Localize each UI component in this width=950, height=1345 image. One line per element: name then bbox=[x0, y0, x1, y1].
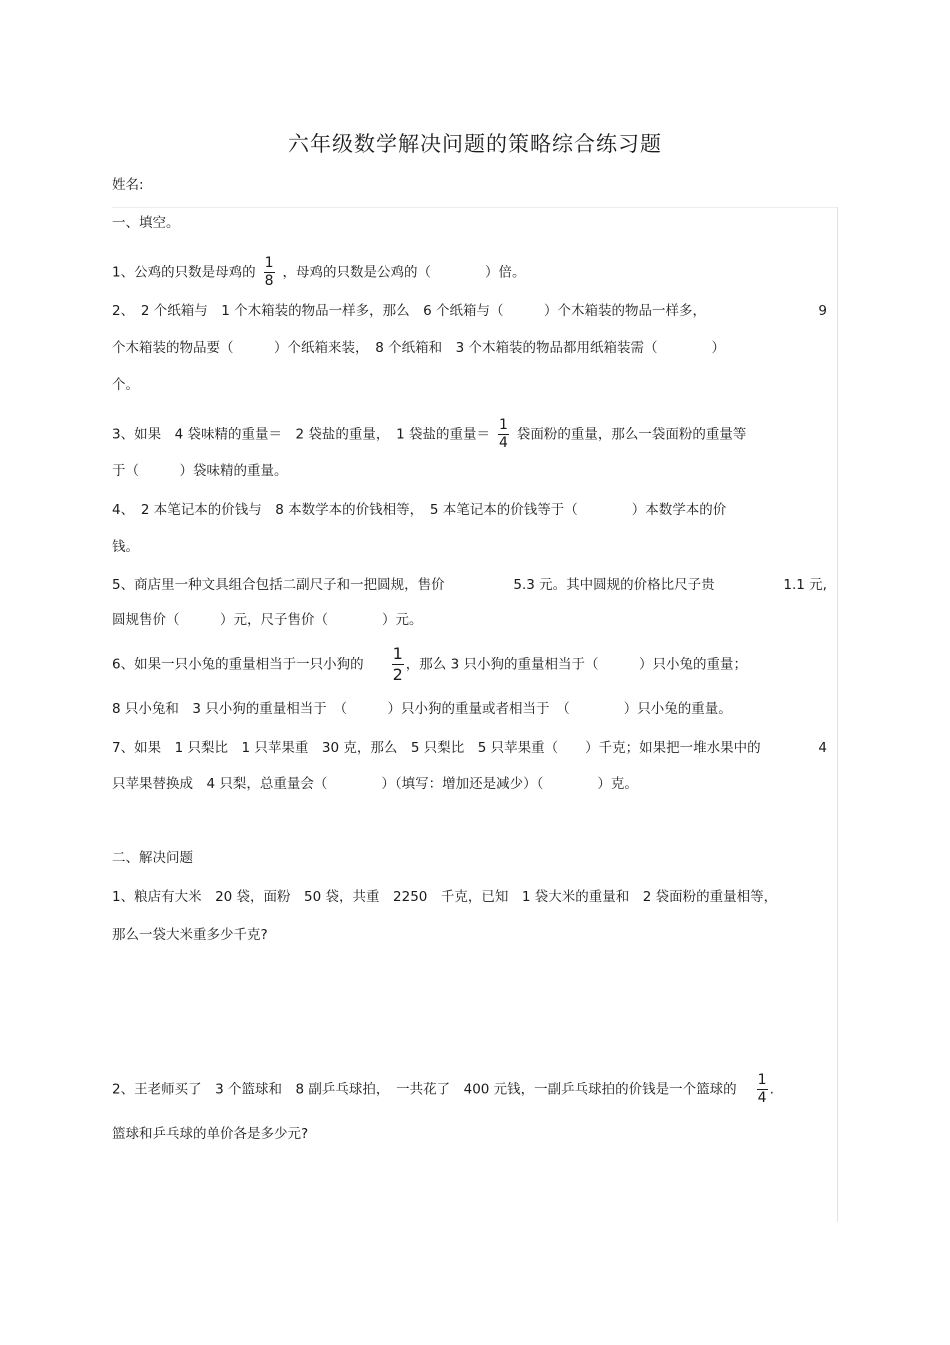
q7-line1-number: 4 bbox=[818, 740, 827, 756]
fraction-one-eighth bbox=[264, 256, 275, 289]
q2-line1-text: 2、 2 个纸箱与 1 个木箱装的物品一样多，那么 6 个纸箱与（ ）个木箱装的物品一样多， bbox=[112, 303, 706, 319]
question-1-6-line-2: 8 只小兔和 3 只小狗的重量相当于 （ ）只小狗的重量或者相当于 （ ）只小兔的重量。 bbox=[112, 701, 732, 717]
q5-line1-text-a: 5、商店里一种文具组合包括二副尺子和一把圆规，售价 bbox=[112, 577, 445, 593]
q1-text-pre: 1、公鸡的只数是母鸡的 bbox=[112, 264, 256, 281]
question-1-7-line-1 bbox=[112, 738, 827, 758]
question-1-6-line-1 bbox=[112, 645, 827, 684]
q3-text-pre: 3、如果 4 袋味精的重量＝ 2 袋盐的重量， 1 袋盐的重量＝ bbox=[112, 426, 490, 443]
problem-2-1-line-1: 1、粮店有大米 20 袋，面粉 50 袋，共重 2250 千克，已知 1 袋大米的重量和 2 袋面粉的重量相等， bbox=[112, 889, 778, 905]
problem-2-2-line-1 bbox=[112, 1073, 837, 1106]
fraction-numerator: 1 bbox=[498, 417, 508, 433]
question-1-4-line-1: 4、 2 本笔记本的价钱与 8 本数学本的价钱相等， 5 本笔记本的价钱等于（ ）本数学本的价 bbox=[112, 502, 727, 518]
question-1-7-line-2: 只苹果替换成 4 只梨，总重量会（ ）（填写：增加还是减少）（ ）克。 bbox=[112, 776, 638, 792]
p2-text-pre: 2、王老师买了 3 个篮球和 8 副乒乓球拍， 一共花了 400 元钱，一副乒乓球拍的价钱是一个篮球的 bbox=[112, 1081, 737, 1098]
fraction-denominator: 8 bbox=[264, 273, 274, 289]
q6-text-post: ，那么 3 只小狗的重量相当于（ ）只小兔的重量； bbox=[405, 656, 747, 673]
fraction-denominator: 4 bbox=[498, 435, 508, 451]
page-border-top bbox=[112, 207, 837, 208]
fraction-one-quarter bbox=[498, 418, 509, 451]
fraction-denominator: 4 bbox=[757, 1090, 767, 1106]
name-field-label: 姓名: bbox=[112, 177, 144, 193]
fraction-one-half bbox=[392, 645, 404, 684]
q5-line1-text-b: 5.3 元。其中圆规的价格比尺子贵 bbox=[513, 577, 715, 593]
question-1-5-line-1 bbox=[112, 575, 827, 595]
q1-text-post: ，母鸡的只数是公鸡的（ ）倍。 bbox=[282, 264, 526, 281]
page-title: 六年级数学解决问题的策略综合练习题 bbox=[288, 132, 662, 156]
fraction-denominator: 2 bbox=[392, 665, 403, 684]
fraction-numerator: 1 bbox=[757, 1072, 767, 1088]
p2-text-post: . bbox=[769, 1081, 774, 1098]
question-1-4-line-2: 钱。 bbox=[112, 539, 139, 555]
q6-text-pre: 6、如果一只小兔的重量相当于一只小狗的 bbox=[112, 656, 364, 673]
q2-line1-number: 9 bbox=[818, 303, 827, 319]
fraction-numerator: 1 bbox=[392, 644, 403, 663]
question-1-3-line-1 bbox=[112, 418, 827, 451]
q7-line1-text: 7、如果 1 只梨比 1 只苹果重 30 克，那么 5 只梨比 5 只苹果重（ ）千克；如果把一堆水果中的 bbox=[112, 740, 761, 756]
question-1-1 bbox=[112, 256, 827, 289]
question-1-2-line-1 bbox=[112, 301, 827, 321]
section2-heading: 二、解决问题 bbox=[112, 850, 193, 866]
q5-line1-text-c: 1.1 元, bbox=[783, 577, 827, 593]
question-1-2-line-3: 个。 bbox=[112, 377, 139, 393]
section1-heading: 一、填空。 bbox=[112, 215, 180, 231]
fraction-one-quarter bbox=[757, 1073, 768, 1106]
question-1-5-line-2: 圆规售价（ ）元，尺子售价（ ）元。 bbox=[112, 612, 423, 628]
question-1-2-line-2: 个木箱装的物品要（ ）个纸箱来装， 8 个纸箱和 3 个木箱装的物品都用纸箱装需（ ） bbox=[112, 340, 726, 356]
problem-2-1-line-2: 那么一袋大米重多少千克? bbox=[112, 927, 268, 943]
q3-text-post: 袋面粉的重量，那么一袋面粉的重量等 bbox=[516, 426, 747, 443]
page-border-right bbox=[837, 207, 838, 1222]
question-1-3-line-2: 于（ ）袋味精的重量。 bbox=[112, 463, 288, 479]
problem-2-2-line-2: 篮球和乒乓球的单价各是多少元? bbox=[112, 1126, 309, 1142]
fraction-numerator: 1 bbox=[264, 255, 274, 271]
